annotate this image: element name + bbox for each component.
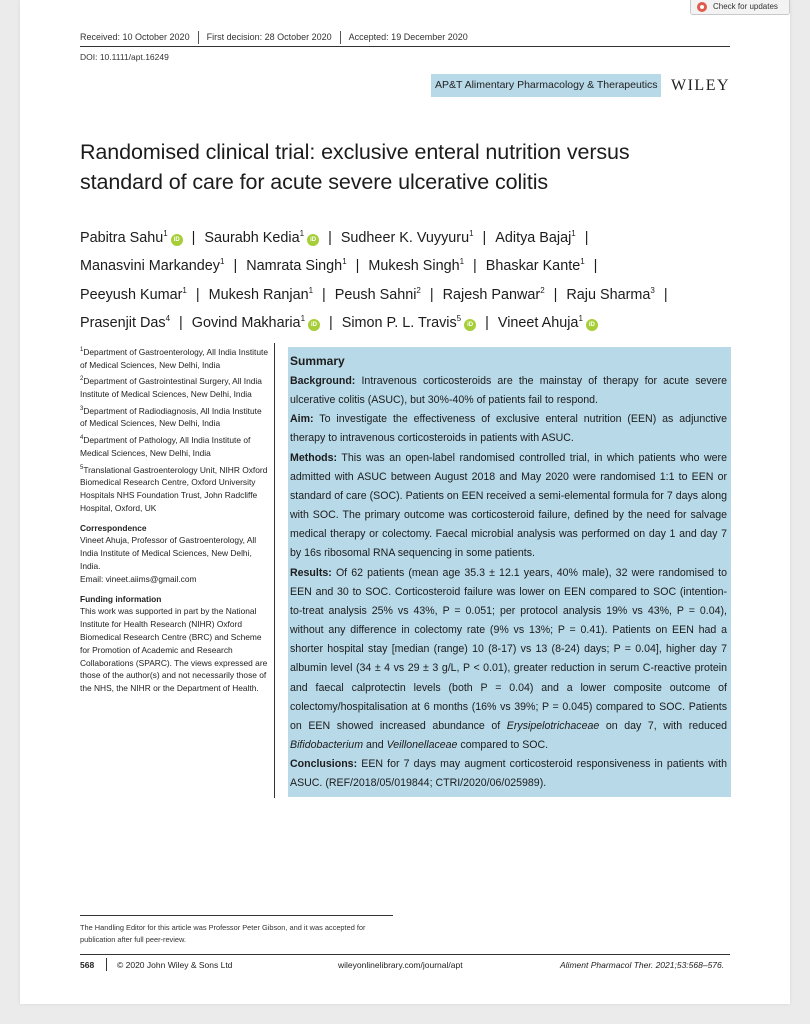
author-name[interactable]: Simon P. L. Travis$^5$iD [342,315,476,331]
orcid-icon[interactable]: iD [586,319,598,331]
affiliation: $^2$Department of Gastrointestinal Surgery, All India Institute of Medical Sciences, New Delhi, India [80,376,262,399]
affiliation: $^5$Translational Gastroenterology Unit, NIHR Oxford Biomedical Research Centre, Oxford University Hospitals NHS Foundation Trust, John Radcliffe Hospital, Oxford, UK [80,464,268,513]
orcid-icon[interactable]: iD [171,234,183,246]
author-name[interactable]: Mukesh Ranjan$^1$ [208,285,314,303]
summary-methods: Methods: This was an open-label randomised controlled trial, in which patients who were admitted with ASUC between August 2018 and May 2020 were randomised 1:1 to EEN or standard of care (SOC). Patients on EEN received a semi-elemental formula for 7 days along with SOC. The primary outcome was corticosteroid failure, defined by the need for salvage medical therapy or colectomy. Faecal microbial analysis was performed on day 1 and day 7 by 16s ribosomal RNA sequencing in some patients. [290,451,727,560]
author-line: Prasenjit Das$^4$ | Govind Makharia$^1$iD | Simon P. L. Travis$^5$iD | Vineet Ahuja$^1$iD [80,307,750,335]
author-name[interactable]: Aditya Bajaj$^1$ [495,229,576,246]
accepted-date: Accepted: 19 December 2020 [348,32,468,42]
journal-name: AP&T Alimentary Pharmacology & Therapeutics [431,74,661,97]
affiliations-column [80,344,270,695]
author-name[interactable]: Mukesh Singh$^1$ [368,257,465,275]
author-name[interactable]: Prasenjit Das$^4$ [80,313,171,331]
author-list [80,222,750,335]
check-for-updates-label: Check for updates [713,2,778,11]
orcid-icon[interactable]: iD [308,319,320,331]
orcid-icon[interactable]: iD [464,319,476,331]
first-decision-date: First decision: 28 October 2020 [206,32,332,42]
copyright: © 2020 John Wiley & Sons Ltd [117,960,233,970]
doi[interactable]: DOI: 10.1111/apt.16249 [80,52,169,62]
author-name[interactable]: Saurabh Kedia$^1$iD [204,230,319,246]
funding-heading: Funding information [80,593,162,604]
author-line: Manasvini Markandey$^1$ | Namrata Singh$^1$ | Mukesh Singh$^1$ | Bhaskar Kante$^1$ | [80,257,598,275]
author-name[interactable]: Pabitra Sahu$^1$iD [80,230,183,246]
summary-background: Background: Intravenous corticosteroids are the mainstay of therapy for acute severe ulcerative colitis (ASUC), but 30%-40% of patients fail to respond. [290,375,727,407]
check-for-updates-button[interactable] [690,0,790,15]
article-title: Randomised clinical trial: exclusive enteral nutrition versus standard of care for acute severe ulcerative colitis [80,140,630,194]
author-line: Peeyush Kumar$^1$ | Mukesh Ranjan$^1$ | Peush Sahni$^2$ | Rajesh Panwar$^2$ | Raju Sharma$^3$ | [80,285,668,303]
funding-text: This work was supported in part by the National Institute for Health Research (NIHR) Oxford Biomedical Research Centre (BRC) and Scheme for Promotion of Academic and Research Collaborations (SPARC). The views expressed are those of the author(s) and not necessarily those of the NHS, the NIHR or the Department of Health. [80,606,268,694]
author-name[interactable]: Raju Sharma$^3$ [566,285,655,303]
author-name[interactable]: Bhaskar Kante$^1$ [485,257,585,275]
author-name[interactable]: Sudheer K. Vuyyuru$^1$ [340,229,474,246]
affiliation: $^4$Department of Pathology, All India Institute of Medical Sciences, New Delhi, India [80,434,251,458]
publisher-logo: WILEY [671,77,731,94]
summary-box [288,347,731,797]
correspondence-text: Vineet Ahuja, Professor of Gastroenterology, All India Institute of Medical Sciences, New Delhi, India. [80,535,257,571]
author-name[interactable]: Vineet Ahuja$^1$iD [498,315,598,331]
author-line: Pabitra Sahu$^1$iD | Saurabh Kedia$^1$iD | Sudheer K. Vuyyuru$^1$ | Aditya Bajaj$^1$ | [80,229,589,246]
summary-conclusions: Conclusions: EEN for 7 days may augment corticosteroid responsiveness in patients with ASUC. (REF/2018/05/019844; CTRI/2020/06/025989). [290,758,727,790]
journal-url[interactable]: wileyonlinelibrary.com/journal/apt [338,960,463,970]
author-name[interactable]: Peush Sahni$^2$ [334,285,421,303]
received-date: Received: 10 October 2020 [80,32,190,42]
orcid-icon[interactable]: iD [307,234,319,246]
crossmark-icon [697,2,707,12]
summary-aim: Aim: To investigate the effectiveness of exclusive enteral nutrition (EEN) as adjunctive therapy to intravenous corticosteroids in patients with ASUC. [290,413,727,445]
summary-heading: Summary [290,354,345,368]
author-name[interactable]: Rajesh Panwar$^2$ [442,285,545,303]
handling-editor-footnote: The Handling Editor for this article was Professor Peter Gibson, and it was accepted for publication after full peer-review. [80,923,366,944]
article-page [20,0,790,1004]
author-name[interactable]: Manasvini Markandey$^1$ [80,257,225,275]
author-name[interactable]: Peeyush Kumar$^1$ [80,285,187,303]
dates-line [80,32,468,45]
correspondence-email[interactable]: Email: vineet.aiims@gmail.com [80,573,197,584]
affiliation: $^1$Department of Gastroenterology, All India Institute of Medical Sciences, New Delhi, India [80,346,269,370]
correspondence-heading: Correspondence [80,522,147,533]
author-name[interactable]: Govind Makharia$^1$iD [192,315,320,331]
author-name[interactable]: Namrata Singh$^1$ [246,257,347,275]
summary-results: Results: Of 62 patients (mean age 35.3 ± 12.1 years, 40% male), 32 were randomised to EEN and 30 to SOC. Corticosteroid failure was lower on EEN compared to SOC (intention-to-treat analysis 25% vs 43%, P = 0.051; per protocol analysis 19% vs 43%, P = 0.04), without any difference in colectomy rate (9% vs 13%; P = 0.41). Patients on EEN had a shorter hospital stay [median (range) 10 (8-17) vs 13 (8-24) days; P = 0.04], higher day 7 albumin level (34 ± 4 vs 29 ± 3 g/L, P < 0.01), greater reduction in serum C-reactive protein and faecal calprotectin levels (both P = 0.04) and a lower composite outcome of colectomy/hospitalisation at 6 months (16% vs 39%; P = 0.045) compared to SOC. Patients on EEN showed increased abundance of Erysipelotrichaceae on day 7, with reduced Bifidobacterium and Veillonellaceae compared to SOC. [290,566,727,751]
citation: Aliment Pharmacol Ther. 2021;53:568–576. [560,960,725,970]
affiliation: $^3$Department of Radiodiagnosis, All India Institute of Medical Sciences, New Delhi, India [80,405,262,429]
page-number: 568 [80,960,95,970]
